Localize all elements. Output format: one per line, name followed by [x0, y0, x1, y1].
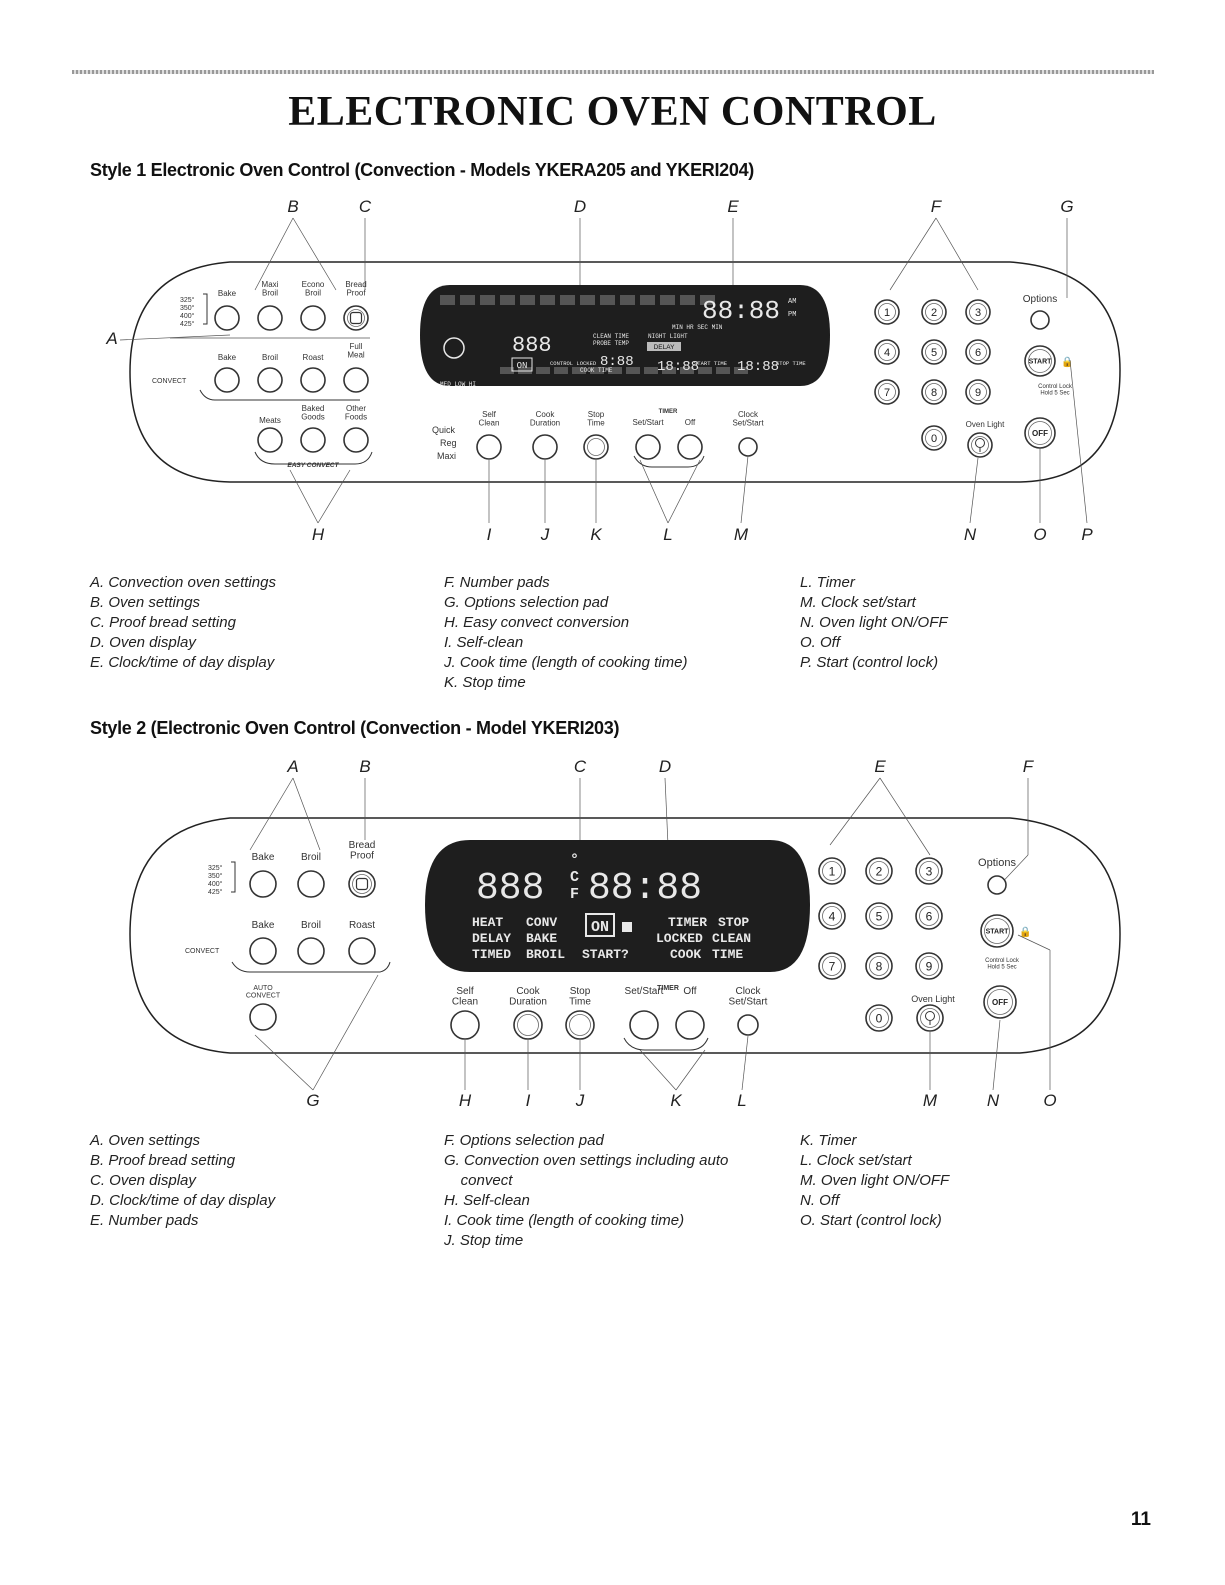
timer-button-4-ring: [678, 435, 702, 459]
style1-legend-item-1: M. Clock set/start: [800, 594, 916, 611]
lcd-unit-2: F: [570, 886, 580, 903]
lcd-night-light: NIGHT LIGHT: [648, 333, 688, 340]
style1-legend-col1: [90, 573, 276, 673]
lcd-row3-1: BROIL: [526, 947, 566, 962]
options-button[interactable]: [1031, 311, 1049, 329]
temp-2: 400°: [180, 313, 195, 320]
lcd-row2-2: LOCKED: [656, 931, 703, 946]
callout-j: J: [540, 525, 550, 544]
lcd-pm: PM: [788, 311, 797, 319]
style2-legend-item-1: B. Proof bread setting: [90, 1152, 236, 1169]
lcd-start-time: START TIME: [694, 360, 728, 367]
lcd-segment-bar: [698, 367, 712, 374]
timer-button-3-ring: [630, 1011, 658, 1039]
lcd-delay: DELAY: [653, 344, 675, 351]
number-pad-7[interactable]: [875, 380, 899, 404]
number-pad-9-label: 9: [974, 386, 982, 399]
timer-button-0-ring: [451, 1011, 479, 1039]
callout-o: O: [1043, 1091, 1057, 1110]
timer-button-0[interactable]: [477, 435, 501, 459]
options-button-ring: [1031, 311, 1049, 329]
style1-legend-item-1: B. Oven settings: [90, 594, 201, 611]
timer-button-3[interactable]: [630, 1011, 658, 1039]
style2-legend-item-2: H. Self-clean: [444, 1192, 530, 1209]
timer-button-1-ring: [514, 1011, 542, 1039]
style2-legend-item-3: D. Clock/time of day display: [90, 1192, 276, 1209]
lcd-row1-1: CONV: [526, 915, 558, 930]
control-lock-label: Control Lock Hold 5 Sec: [1038, 384, 1072, 397]
callout-m: M: [922, 1091, 938, 1110]
callout-h: H: [311, 525, 325, 544]
options-button[interactable]: [988, 876, 1006, 894]
oven-setting-button-0[interactable]: [215, 306, 239, 330]
timer-button-5[interactable]: [738, 1015, 758, 1035]
temp-0: 325°: [208, 865, 223, 872]
number-pad-2[interactable]: [922, 300, 946, 324]
lcd-unit-0: °: [570, 852, 580, 869]
callout-e: E: [874, 757, 886, 776]
convect-button-0-ring: [215, 368, 239, 392]
style1-legend-item-0: A. Convection oven settings: [90, 574, 276, 591]
lcd-temp-digits: 888: [476, 867, 545, 910]
convect-button-2[interactable]: [349, 938, 375, 964]
style2-legend-item-4: O. Start (control lock): [800, 1212, 942, 1229]
lcd-on: ON: [590, 919, 610, 936]
callout-k: K: [670, 1091, 682, 1110]
style1-legend-item-4: E. Clock/time of day display: [90, 654, 275, 671]
number-pad-2[interactable]: [866, 858, 892, 884]
bottom-label-5: Clock Set/Start: [728, 986, 768, 1008]
timer-button-1-ring: [533, 435, 557, 459]
style1-legend-item-5: K. Stop time: [444, 674, 526, 691]
lcd-segment-bar: [536, 367, 550, 374]
reg-label: Reg: [440, 438, 457, 448]
style2-legend-item-0: F. Options selection pad: [444, 1132, 604, 1149]
timer-button-5[interactable]: [739, 438, 757, 456]
lcd-row1-2: TIMER: [668, 915, 708, 930]
timer-label: TIMER: [658, 409, 678, 415]
style2-legend-col1: [90, 1131, 275, 1231]
style2-legend-item-2: C. Oven display: [90, 1172, 196, 1189]
easy-convect-label: EASY CONVECT: [287, 462, 339, 469]
style1-legend-col3: [800, 573, 948, 673]
timer-button-1[interactable]: [533, 435, 557, 459]
callout-e: E: [727, 197, 739, 216]
lcd-small-a: 8:88: [600, 354, 634, 370]
number-pad-5-label: 5: [875, 909, 883, 924]
row1-label-0: Bake: [217, 289, 237, 298]
lcd-segment-bar: [500, 295, 515, 305]
convect-button-2[interactable]: [301, 368, 325, 392]
timer-button-3[interactable]: [636, 435, 660, 459]
number-pad-4[interactable]: [875, 340, 899, 364]
oven-setting-button-0-ring: [215, 306, 239, 330]
start-button[interactable]: [981, 915, 1013, 947]
lcd-row2-3: CLEAN: [712, 931, 752, 946]
timer-button-3-ring: [636, 435, 660, 459]
callout-a: A: [287, 757, 299, 776]
row2-label-0: Bake: [251, 920, 275, 931]
convect-button-0[interactable]: [215, 368, 239, 392]
start-button-label: START: [1028, 358, 1052, 366]
style2-legend-item-0: K. Timer: [800, 1132, 857, 1149]
callout-h: H: [458, 1091, 472, 1110]
number-pad-0[interactable]: [922, 426, 946, 450]
style1-control-panel-diagram: [0, 190, 1225, 550]
style1-legend-item-3: I. Self-clean: [444, 634, 524, 651]
row3-label-0: Meats: [259, 416, 281, 425]
number-pad-3[interactable]: [916, 858, 942, 884]
callout-a: A: [106, 329, 118, 348]
timer-button-2[interactable]: [566, 1011, 594, 1039]
off-button-label: OFF: [1032, 428, 1048, 438]
style2-legend-item-3: N. Off: [800, 1192, 840, 1209]
callout-d: D: [573, 197, 587, 216]
callout-l: L: [663, 525, 673, 544]
lcd-row3-0: TIMED: [472, 947, 512, 962]
options-label: Options: [1022, 294, 1058, 305]
easy-convect-button-0[interactable]: [258, 428, 282, 452]
bottom-label-2: Stop Time: [587, 410, 605, 428]
lcd-segment-bar: [540, 295, 555, 305]
lcd-segment-bar: [660, 295, 675, 305]
number-pad-6-label: 6: [925, 909, 933, 924]
callout-c: C: [358, 197, 372, 216]
number-pad-9[interactable]: [966, 380, 990, 404]
style2-legend-col2: [444, 1131, 728, 1251]
style2-legend-item-1: G. Convection oven settings including auto convect: [444, 1152, 729, 1189]
convect-button-1[interactable]: [298, 938, 324, 964]
oven-setting-button-1-ring: [258, 306, 282, 330]
lcd-stop-time: STOP TIME: [776, 360, 806, 367]
number-pad-5[interactable]: [866, 903, 892, 929]
off-button-label: OFF: [992, 997, 1008, 1007]
style2-control-panel-diagram: [0, 750, 1225, 1120]
timer-button-0-ring: [477, 435, 501, 459]
easy-convect-button-1-ring: [301, 428, 325, 452]
number-pad-1-label: 1: [828, 864, 836, 879]
number-pad-9[interactable]: [916, 953, 942, 979]
style1-legend-col2: [444, 573, 687, 693]
callout-g: G: [1060, 197, 1074, 216]
auto-convect-button[interactable]: [250, 1004, 276, 1030]
leader-line: [676, 1050, 705, 1090]
number-pad-8[interactable]: [866, 953, 892, 979]
oven-setting-button-1[interactable]: [258, 306, 282, 330]
callout-i: I: [525, 1091, 531, 1110]
leader-line: [640, 1050, 676, 1090]
callout-p: P: [1081, 525, 1093, 544]
off-button[interactable]: [1025, 418, 1055, 448]
quick-label: Quick: [432, 425, 456, 435]
callout-k: K: [590, 525, 602, 544]
convect-button-3-ring: [344, 368, 368, 392]
number-pad-4-label: 4: [883, 346, 891, 359]
convect-button-3[interactable]: [344, 368, 368, 392]
oven-light-button[interactable]: [968, 433, 992, 457]
lcd-row3-2: START?: [582, 947, 629, 962]
lcd-segment-bar: [580, 295, 595, 305]
convect-button-1-ring: [258, 368, 282, 392]
page-number: 11: [1130, 1509, 1151, 1530]
lcd-segment-bar: [554, 367, 568, 374]
lcd-clock: 88:88: [702, 296, 781, 326]
bottom-label-4: Off: [684, 418, 696, 427]
oven-setting-button-2-ring: [301, 306, 325, 330]
callout-o: O: [1033, 525, 1047, 544]
callout-i: I: [486, 525, 492, 544]
lcd-segment-bar: [600, 295, 615, 305]
callout-g: G: [306, 1091, 320, 1110]
lcd-min-hr-sec-min: MIN HR SEC MIN: [672, 324, 723, 331]
number-pad-7[interactable]: [819, 953, 845, 979]
easy-convect-button-2-ring: [344, 428, 368, 452]
lcd-row3-4: TIME: [712, 947, 744, 962]
easy-convect-button-2[interactable]: [344, 428, 368, 452]
oven-setting-button-0-ring: [250, 871, 276, 897]
bottom-label-3: Set/Start: [624, 986, 664, 997]
number-pad-6[interactable]: [966, 340, 990, 364]
lcd-cook-time: COOK TIME: [580, 367, 613, 374]
number-pad-5[interactable]: [922, 340, 946, 364]
number-pad-6[interactable]: [916, 903, 942, 929]
number-pad-5-label: 5: [930, 346, 938, 359]
convect-label: CONVECT: [185, 948, 220, 955]
lock-icon: 🔒: [1019, 927, 1032, 938]
options-button-ring: [988, 876, 1006, 894]
callout-b: B: [287, 197, 299, 216]
bottom-label-3: Set/Start: [632, 418, 664, 427]
header-rule: [72, 70, 1154, 74]
row1-label-1: Maxi Broil: [261, 280, 279, 298]
row1-label-1: Broil: [300, 852, 322, 863]
lcd-unit-1: C: [570, 869, 580, 886]
style1-legend-item-0: F. Number pads: [444, 574, 550, 591]
row2-label-0: Bake: [217, 353, 237, 362]
lcd-small-b: 18:88: [657, 359, 700, 375]
style1-heading: Style 1 Electronic Oven Control (Convection - Models YKERA205 and YKERI204): [90, 160, 755, 180]
temp-1: 350°: [180, 305, 195, 312]
style2-legend-item-1: L. Clock set/start: [800, 1152, 912, 1169]
auto-convect-label: AUTO CONVECT: [245, 985, 281, 1000]
lcd-clock: 88:88: [588, 867, 703, 910]
callout-n: N: [963, 525, 977, 544]
maxi-label: Maxi: [437, 451, 457, 461]
lcd-segment-bar: [560, 295, 575, 305]
timer-button-0[interactable]: [451, 1011, 479, 1039]
timer-button-5-ring: [739, 438, 757, 456]
style1-legend-item-4: J. Cook time (length of cooking time): [444, 654, 688, 671]
row2-label-2: Roast: [348, 920, 376, 931]
timer-button-1[interactable]: [514, 1011, 542, 1039]
number-pad-8[interactable]: [922, 380, 946, 404]
number-pad-0-label: 0: [875, 1011, 883, 1026]
oven-setting-button-3[interactable]: [344, 306, 368, 330]
style2-legend-item-3: I. Cook time (length of cooking time): [444, 1212, 685, 1229]
row2-label-1: Broil: [300, 920, 322, 931]
number-pad-2-label: 2: [930, 306, 938, 319]
bottom-label-2: Stop Time: [569, 986, 591, 1008]
row1-label-2: Bread Proof: [348, 840, 376, 862]
lcd-row1-3: STOP: [718, 915, 750, 930]
number-pad-1[interactable]: [819, 858, 845, 884]
callout-f: F: [1022, 757, 1034, 776]
convect-button-0[interactable]: [250, 938, 276, 964]
oven-light-label: Oven Light: [911, 994, 955, 1004]
style2-legend-item-4: J. Stop time: [444, 1232, 524, 1249]
lcd-levels: MED LOW HI: [440, 381, 477, 388]
convect-button-2-ring: [349, 938, 375, 964]
lcd-temp-digits: 888: [512, 333, 552, 358]
lcd-small-c: 18:88: [737, 359, 780, 375]
number-pad-7-label: 7: [883, 386, 891, 399]
convect-button-0-ring: [250, 938, 276, 964]
temp-1: 350°: [208, 873, 223, 880]
start-button-label: START: [985, 928, 1009, 936]
temp-2: 400°: [208, 881, 223, 888]
style2-legend-item-2: M. Oven light ON/OFF: [800, 1172, 950, 1189]
lcd-segment-bar: [640, 295, 655, 305]
number-pad-0-label: 0: [930, 432, 938, 445]
lcd-segment-bar: [460, 295, 475, 305]
number-pad-3-label: 3: [974, 306, 982, 319]
number-pad-3[interactable]: [966, 300, 990, 324]
timer-button-2-ring: [566, 1011, 594, 1039]
style2-legend-col3: [800, 1131, 949, 1231]
style1-legend-item-2: H. Easy convect conversion: [444, 614, 630, 631]
lcd-segment-bar: [480, 295, 495, 305]
style1-legend-item-2: C. Proof bread setting: [90, 614, 236, 631]
lcd-segment-bar: [440, 295, 455, 305]
lcd-probe-temp: PROBE TEMP: [593, 340, 630, 347]
bottom-label-5: Clock Set/Start: [732, 410, 764, 428]
lcd-segment-bar: [716, 367, 730, 374]
lcd-segment-bar: [680, 295, 695, 305]
callout-b: B: [359, 757, 371, 776]
control-lock-label: Control Lock Hold 5 Sec: [985, 958, 1019, 971]
number-pad-1-label: 1: [883, 306, 891, 319]
lcd-row2-0: DELAY: [472, 931, 512, 946]
oven-light-label: Oven Light: [965, 420, 1005, 429]
number-pad-4-label: 4: [828, 909, 836, 924]
row1-label-2: Econo Broil: [301, 280, 325, 298]
convect-button-1-ring: [298, 938, 324, 964]
style1-legend-item-3: O. Off: [800, 634, 841, 651]
row3-label-2: Other Foods: [344, 404, 368, 422]
number-pad-6-label: 6: [974, 346, 982, 359]
number-pad-2-label: 2: [875, 864, 883, 879]
easy-convect-button-0-ring: [258, 428, 282, 452]
style1-legend-item-0: L. Timer: [800, 574, 855, 591]
lcd-on: ON: [516, 361, 528, 371]
callout-f: F: [930, 197, 942, 216]
lcd-segment-bar: [620, 295, 635, 305]
oven-setting-button-2[interactable]: [301, 306, 325, 330]
row2-label-2: Roast: [302, 353, 324, 362]
row1-label-3: Bread Proof: [345, 280, 367, 298]
number-pad-0[interactable]: [866, 1005, 892, 1031]
style1-legend-item-2: N. Oven light ON/OFF: [800, 614, 948, 631]
bottom-label-0: Self Clean: [478, 410, 500, 428]
callout-d: D: [658, 757, 672, 776]
oven-setting-button-0[interactable]: [250, 871, 276, 897]
number-pad-4[interactable]: [819, 903, 845, 929]
row3-label-1: Baked Goods: [301, 404, 325, 422]
convect-label: CONVECT: [152, 378, 187, 385]
number-pad-3-label: 3: [925, 864, 933, 879]
number-pad-8-label: 8: [930, 386, 938, 399]
bottom-label-4: Off: [683, 986, 697, 997]
start-button[interactable]: [1025, 346, 1055, 376]
timer-button-5-ring: [738, 1015, 758, 1035]
callout-c: C: [573, 757, 587, 776]
lcd-clean-time: CLEAN TIME: [593, 333, 630, 340]
timer-label: TIMER: [657, 985, 679, 992]
temp-3: 425°: [180, 321, 195, 328]
lcd-row2-1: BAKE: [526, 931, 558, 946]
bottom-label-1: Cook Duration: [509, 986, 547, 1008]
temp-0: 325°: [180, 297, 195, 304]
callout-l: L: [737, 1091, 747, 1110]
oven-light-button-ring: [917, 1005, 943, 1031]
page-title: ELECTRONIC OVEN CONTROL: [288, 89, 937, 135]
callout-j: J: [575, 1091, 585, 1110]
row1-label-0: Bake: [251, 852, 275, 863]
number-pad-7-label: 7: [828, 959, 836, 974]
easy-convect-button-1[interactable]: [301, 428, 325, 452]
lcd-lock-icon: [622, 922, 632, 932]
lock-icon: 🔒: [1061, 357, 1074, 368]
temp-3: 425°: [208, 889, 223, 896]
lcd-am: AM: [788, 298, 797, 306]
style1-legend-item-4: P. Start (control lock): [800, 654, 939, 671]
style1-legend-item-3: D. Oven display: [90, 634, 196, 651]
timer-button-4[interactable]: [678, 435, 702, 459]
timer-button-4-ring: [676, 1011, 704, 1039]
number-pad-1[interactable]: [875, 300, 899, 324]
oven-setting-button-2[interactable]: [349, 871, 375, 897]
row2-label-3: Full Meal: [347, 342, 365, 360]
callout-m: M: [733, 525, 749, 544]
lcd-row1-0: HEAT: [472, 915, 504, 930]
lcd-control-locked: CONTROL LOCKED: [550, 360, 597, 367]
row2-label-1: Broil: [261, 353, 279, 362]
style2-heading: Style 2 (Electronic Oven Control (Convection - Model YKERI203): [90, 718, 620, 738]
number-pad-9-label: 9: [925, 959, 933, 974]
auto-convect-button-ring: [250, 1004, 276, 1030]
bottom-label-1: Cook Duration: [529, 410, 561, 428]
style2-legend-item-0: A. Oven settings: [90, 1132, 201, 1149]
oven-setting-button-1[interactable]: [298, 871, 324, 897]
style2-legend-item-4: E. Number pads: [90, 1212, 199, 1229]
callout-n: N: [986, 1091, 1000, 1110]
convect-button-1[interactable]: [258, 368, 282, 392]
lcd-segment-bar: [520, 295, 535, 305]
options-label: Options: [978, 857, 1016, 869]
lcd-row3-3: COOK: [670, 947, 702, 962]
lcd-segment-bar: [644, 367, 658, 374]
oven-light-button[interactable]: [917, 1005, 943, 1031]
off-button[interactable]: [984, 986, 1016, 1018]
timer-button-4[interactable]: [676, 1011, 704, 1039]
timer-button-2[interactable]: [584, 435, 608, 459]
number-pad-8-label: 8: [875, 959, 883, 974]
bottom-label-0: Self Clean: [451, 986, 479, 1008]
oven-setting-button-1-ring: [298, 871, 324, 897]
style1-legend-item-1: G. Options selection pad: [444, 594, 609, 611]
convect-button-2-ring: [301, 368, 325, 392]
